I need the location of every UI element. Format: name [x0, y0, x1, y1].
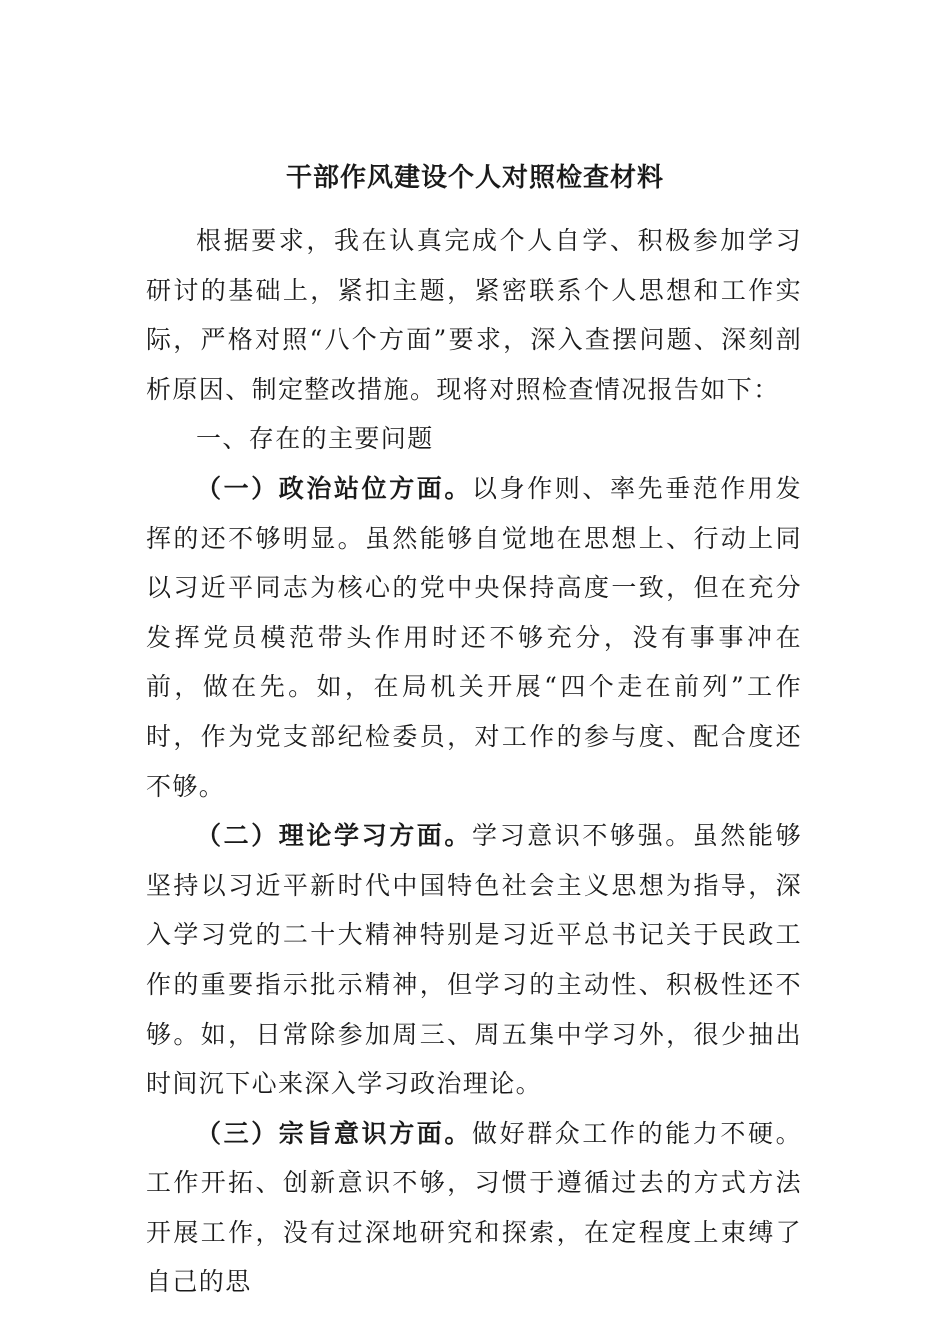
- issue-lead-2: （二）理论学习方面。: [196, 821, 472, 851]
- issue-lead-3: （三）宗旨意识方面。: [196, 1118, 472, 1148]
- document-body: [146, 216, 802, 1307]
- issue-paragraph-2: [146, 811, 802, 1109]
- issue-paragraph-1: [146, 464, 802, 811]
- issue-text-1: 以身作则、率先垂范作用发挥的还不够明显。虽然能够自觉地在思想上、行动上同以习近平同志为核心的党中央保持高度一致，但在充分发挥党员模范带头作用时还不够充分，没有事事冲在前，做在先。如，在局机关开展“四个走在前列”工作时，作为党支部纪检委员，对工作的参与度、配合度还不够。: [146, 473, 802, 801]
- issue-text-2: 学习意识不够强。虽然能够坚持以习近平新时代中国特色社会主义思想为指导，深入学习党的二十大精神特别是习近平总书记关于民政工作的重要指示批示精神，但学习的主动性、积极性还不够。如，日常除参加周三、周五集中学习外，很少抽出时间沉下心来深入学习政治理论。: [146, 821, 802, 1099]
- issue-lead-1: （一）政治站位方面。: [196, 473, 472, 503]
- intro-paragraph: 根据要求，我在认真完成个人自学、积极参加学习研讨的基础上，紧扣主题，紧密联系个人思想和工作实际，严格对照“八个方面”要求，深入查摆问题、深刻剖析原因、制定整改措施。现将对照检查情况报告如下：: [146, 226, 802, 404]
- document-title: 干部作风建设个人对照检查材料: [285, 163, 664, 193]
- issue-paragraph-3: [146, 1109, 802, 1307]
- issue-text-3: 做好群众工作的能力不硬。工作开拓、创新意识不够，习惯于遵循过去的方式方法开展工作，没有过深地研究和探索，在定程度上束缚了自己的思: [146, 1118, 802, 1297]
- section-heading: 一、存在的主要问题: [196, 424, 434, 454]
